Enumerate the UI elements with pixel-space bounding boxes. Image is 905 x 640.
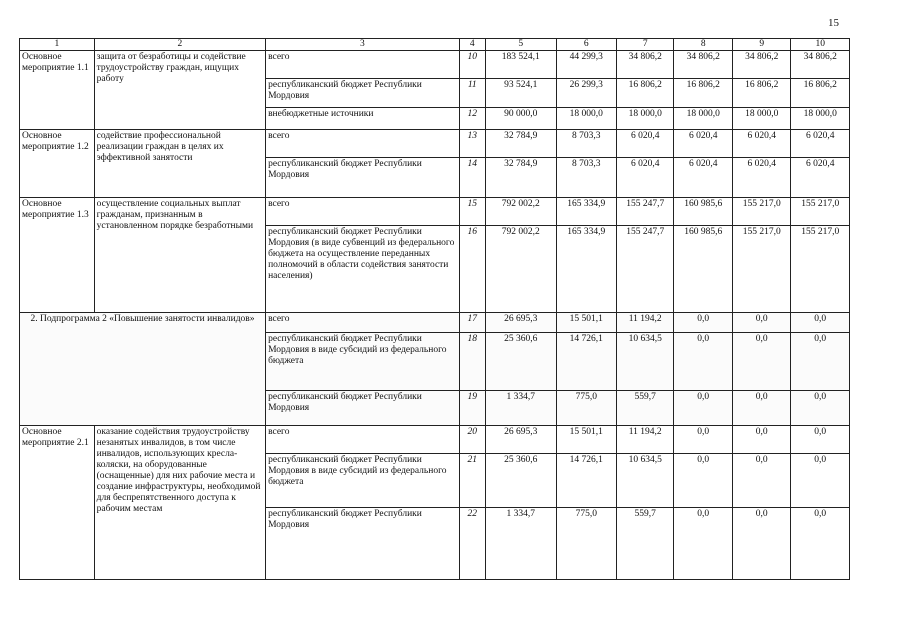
value-cell: 25 360,6 [485, 454, 556, 508]
source-cell: республиканский бюджет Республики Мордовия в виде субсидий из федерального бюджета [266, 454, 460, 508]
value-cell: 11 194,2 [617, 313, 674, 333]
value-cell: 16 806,2 [617, 79, 674, 108]
value-cell: 0,0 [732, 391, 790, 426]
description-cell: содействие профессиональной реализации граждан в целях их эффективной занятости [94, 130, 265, 198]
source-cell: республиканский бюджет Республики Мордовия [266, 391, 460, 426]
source-cell: республиканский бюджет Республики Мордовия [266, 79, 460, 108]
row-number-cell: 15 [459, 198, 485, 226]
budget-table [19, 38, 850, 580]
activity-cell: Основное мероприятие 1.1 [20, 51, 95, 130]
value-cell: 18 000,0 [791, 108, 850, 130]
value-cell: 34 806,2 [674, 51, 732, 79]
value-cell: 6 020,4 [791, 158, 850, 198]
page-number: 15 [828, 17, 839, 29]
column-header: 6 [556, 39, 617, 51]
value-cell: 16 806,2 [674, 79, 732, 108]
value-cell: 44 299,3 [556, 51, 617, 79]
source-cell: республиканский бюджет Республики Мордовия [266, 158, 460, 198]
row-number-cell: 14 [459, 158, 485, 198]
table-row [20, 426, 850, 454]
source-cell: внебюджетные источники [266, 108, 460, 130]
value-cell: 155 217,0 [732, 198, 790, 226]
value-cell: 775,0 [556, 508, 617, 580]
value-cell: 26 299,3 [556, 79, 617, 108]
value-cell: 18 000,0 [556, 108, 617, 130]
value-cell: 0,0 [674, 508, 732, 580]
value-cell: 775,0 [556, 391, 617, 426]
source-cell: республиканский бюджет Республики Мордовия в виде субсидий из федерального бюджета [266, 333, 460, 391]
value-cell: 34 806,2 [732, 51, 790, 79]
column-header: 4 [459, 39, 485, 51]
value-cell: 26 695,3 [485, 426, 556, 454]
column-header: 9 [732, 39, 790, 51]
value-cell: 0,0 [732, 508, 790, 580]
value-cell: 18 000,0 [674, 108, 732, 130]
row-number-cell: 11 [459, 79, 485, 108]
value-cell: 6 020,4 [617, 130, 674, 158]
value-cell: 165 334,9 [556, 226, 617, 313]
value-cell: 792 002,2 [485, 226, 556, 313]
value-cell: 0,0 [674, 333, 732, 391]
value-cell: 32 784,9 [485, 130, 556, 158]
value-cell: 0,0 [674, 426, 732, 454]
row-number-cell: 13 [459, 130, 485, 158]
value-cell: 6 020,4 [674, 158, 732, 198]
value-cell: 16 806,2 [732, 79, 790, 108]
value-cell: 6 020,4 [732, 158, 790, 198]
row-number-cell: 17 [459, 313, 485, 333]
table-row [20, 313, 850, 333]
column-header: 7 [617, 39, 674, 51]
row-number-cell: 19 [459, 391, 485, 426]
subprogram-title: 2. Подпрограмма 2 «Повышение занятости инвалидов» [20, 313, 266, 426]
value-cell: 160 985,6 [674, 226, 732, 313]
column-header: 3 [266, 39, 460, 51]
value-cell: 8 703,3 [556, 130, 617, 158]
value-cell: 0,0 [732, 426, 790, 454]
value-cell: 18 000,0 [732, 108, 790, 130]
value-cell: 90 000,0 [485, 108, 556, 130]
description-cell: осуществление социальных выплат гражданам, признанным в установленном порядке безработными [94, 198, 265, 313]
column-header: 2 [94, 39, 265, 51]
header-row [20, 39, 850, 51]
value-cell: 0,0 [674, 454, 732, 508]
column-header: 5 [485, 39, 556, 51]
row-number-cell: 22 [459, 508, 485, 580]
value-cell: 26 695,3 [485, 313, 556, 333]
value-cell: 6 020,4 [791, 130, 850, 158]
source-cell: всего [266, 426, 460, 454]
value-cell: 160 985,6 [674, 198, 732, 226]
row-number-cell: 10 [459, 51, 485, 79]
value-cell: 0,0 [732, 454, 790, 508]
value-cell: 34 806,2 [791, 51, 850, 79]
value-cell: 155 217,0 [791, 226, 850, 313]
value-cell: 11 194,2 [617, 426, 674, 454]
description-cell: оказание содействия трудоустройству незанятых инвалидов, в том числе инвалидов, использующих кресла-коляски, на оборудованные (оснащенные) для них рабочие места и создание инфраструктуры, необходимой для беспрепятственного доступа к рабочим местам [94, 426, 265, 580]
value-cell: 6 020,4 [674, 130, 732, 158]
value-cell: 0,0 [791, 426, 850, 454]
value-cell: 14 726,1 [556, 454, 617, 508]
value-cell: 165 334,9 [556, 198, 617, 226]
source-cell: всего [266, 51, 460, 79]
value-cell: 6 020,4 [617, 158, 674, 198]
value-cell: 93 524,1 [485, 79, 556, 108]
source-cell: всего [266, 313, 460, 333]
value-cell: 32 784,9 [485, 158, 556, 198]
activity-cell: Основное мероприятие 1.2 [20, 130, 95, 198]
value-cell: 559,7 [617, 391, 674, 426]
value-cell: 1 334,7 [485, 508, 556, 580]
value-cell: 18 000,0 [617, 108, 674, 130]
row-number-cell: 12 [459, 108, 485, 130]
value-cell: 155 247,7 [617, 226, 674, 313]
source-cell: республиканский бюджет Республики Мордовия [266, 508, 460, 580]
value-cell: 10 634,5 [617, 454, 674, 508]
source-cell: всего [266, 130, 460, 158]
value-cell: 0,0 [791, 313, 850, 333]
value-cell: 25 360,6 [485, 333, 556, 391]
source-cell: республиканский бюджет Республики Мордовия (в виде субвенций из федерального бюджета на осуществление переданных полномочий в области содействия занятости населения) [266, 226, 460, 313]
table-row [20, 51, 850, 79]
value-cell: 792 002,2 [485, 198, 556, 226]
value-cell: 34 806,2 [617, 51, 674, 79]
value-cell: 0,0 [674, 391, 732, 426]
description-cell: защита от безработицы и содействие трудоустройству граждан, ищущих работу [94, 51, 265, 130]
table-row [20, 198, 850, 226]
value-cell: 155 217,0 [791, 198, 850, 226]
value-cell: 183 524,1 [485, 51, 556, 79]
column-header: 10 [791, 39, 850, 51]
value-cell: 8 703,3 [556, 158, 617, 198]
value-cell: 559,7 [617, 508, 674, 580]
value-cell: 0,0 [791, 508, 850, 580]
row-number-cell: 18 [459, 333, 485, 391]
value-cell: 155 217,0 [732, 226, 790, 313]
value-cell: 0,0 [732, 313, 790, 333]
value-cell: 0,0 [732, 333, 790, 391]
value-cell: 1 334,7 [485, 391, 556, 426]
value-cell: 0,0 [791, 333, 850, 391]
value-cell: 15 501,1 [556, 426, 617, 454]
table-row [20, 130, 850, 158]
column-header: 8 [674, 39, 732, 51]
value-cell: 6 020,4 [732, 130, 790, 158]
column-header: 1 [20, 39, 95, 51]
value-cell: 0,0 [791, 454, 850, 508]
value-cell: 15 501,1 [556, 313, 617, 333]
row-number-cell: 20 [459, 426, 485, 454]
value-cell: 0,0 [674, 313, 732, 333]
row-number-cell: 16 [459, 226, 485, 313]
source-cell: всего [266, 198, 460, 226]
value-cell: 155 247,7 [617, 198, 674, 226]
activity-cell: Основное мероприятие 1.3 [20, 198, 95, 313]
value-cell: 14 726,1 [556, 333, 617, 391]
value-cell: 10 634,5 [617, 333, 674, 391]
row-number-cell: 21 [459, 454, 485, 508]
value-cell: 16 806,2 [791, 79, 850, 108]
activity-cell: Основное мероприятие 2.1 [20, 426, 95, 580]
value-cell: 0,0 [791, 391, 850, 426]
